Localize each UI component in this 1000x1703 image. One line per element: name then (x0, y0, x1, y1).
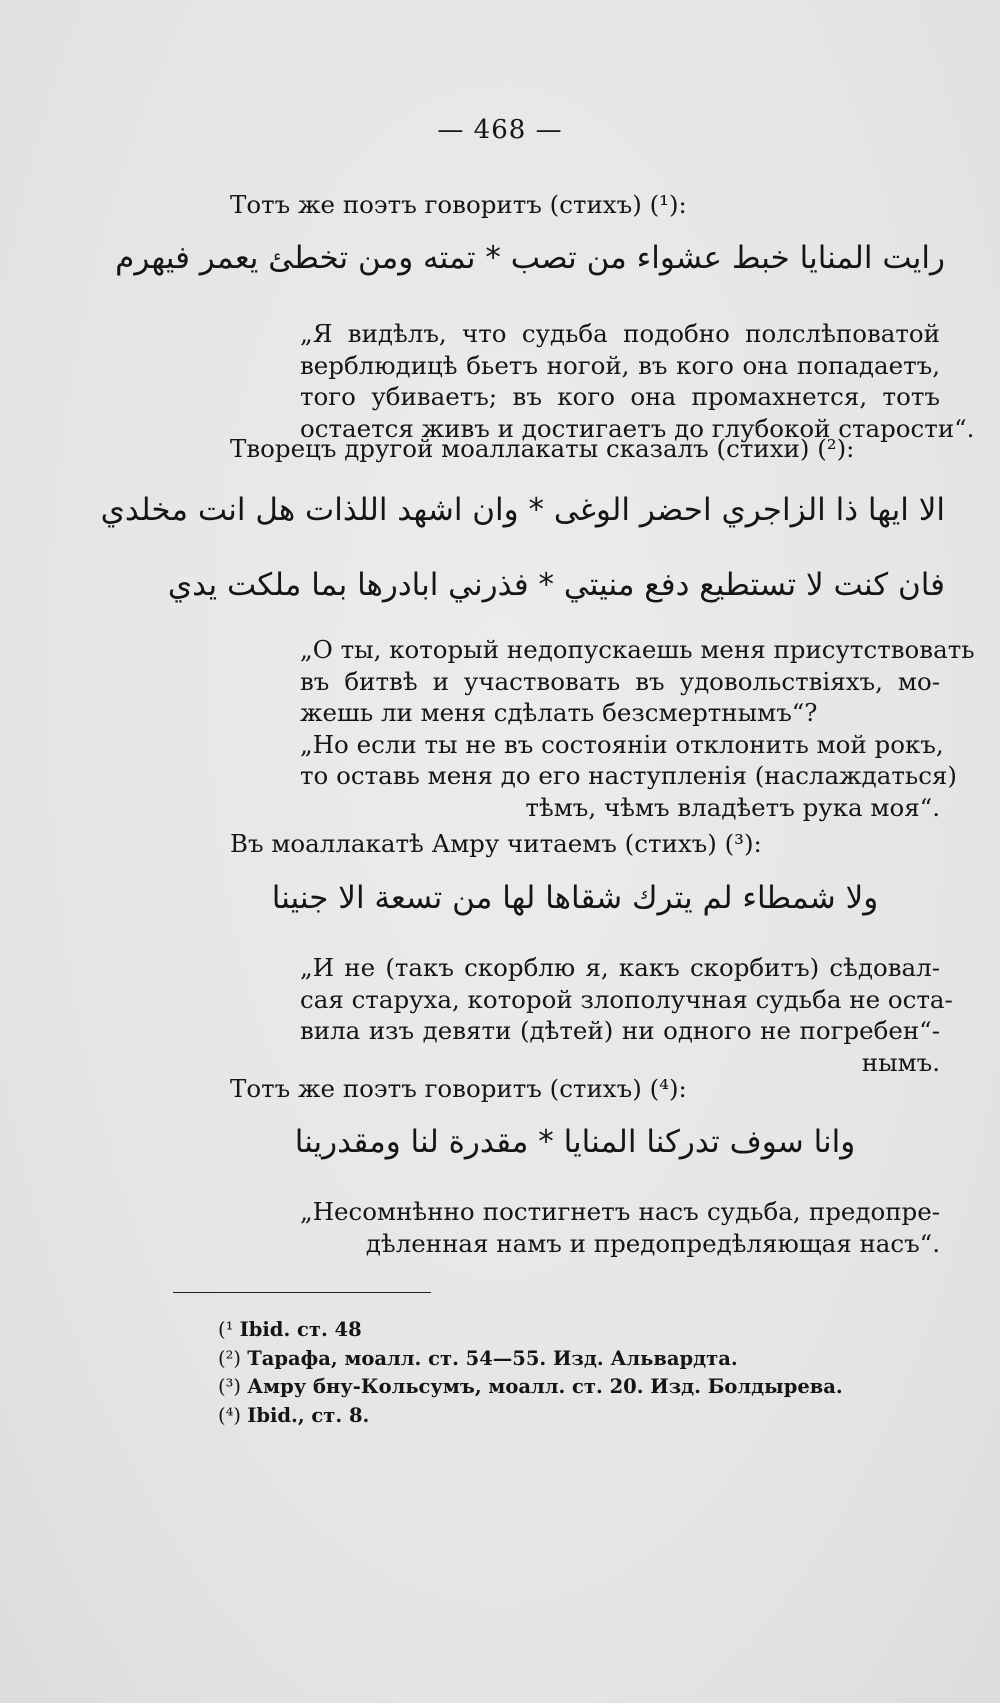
footnote-1-text: Ibid. ст. 48 (239, 1318, 362, 1341)
quote-3-line-2: сая старуха, которой злополучная судьба не оста- (300, 984, 953, 1014)
quote-3-line-4: нымъ. (861, 1047, 940, 1077)
quote-1-line-3: того убиваетъ; въ кого она промахнется, тотъ (300, 382, 940, 411)
translation-quote-4 (300, 1196, 940, 1259)
quote-2-line-6: тѣмъ, чѣмъ владѣетъ рука моя“. (525, 792, 940, 822)
arabic-verse-2a: الا ايها ذا الزاجري احضر الوغى * وان اشهد اللذات هل انت مخلدي (100, 492, 945, 528)
footnote-divider (173, 1292, 431, 1293)
arabic-verse-2b: فان كنت لا تستطيع دفع منيتي * فذرني ابادرها بما ملكت يدي (167, 567, 945, 603)
translation-quote-3 (300, 952, 953, 1078)
footnote-3-mark: (³) (218, 1375, 242, 1398)
intro-line-3: Въ моаллакатѣ Амру читаемъ (стихъ) (³): (230, 829, 762, 858)
intro-line-2: Творецъ другой моаллакаты сказалъ (стихи) (²): (230, 434, 855, 463)
arabic-verse-1: رايت المنايا خبط عشواء من تصب * تمته ومن تخطئ يعمر فيهرم (115, 240, 945, 276)
footnote-3 (218, 1373, 843, 1402)
translation-quote-1 (300, 318, 975, 444)
quote-2-line-1: „О ты, который недопускаешь меня присутствовать (300, 635, 975, 664)
footnote-4 (218, 1402, 843, 1431)
footnote-1 (218, 1316, 843, 1345)
quote-1-line-1: „Я видѣлъ, что судьба подобно полслѣповатой (300, 319, 940, 348)
intro-line-4: Тотъ же поэтъ говоритъ (стихъ) (⁴): (230, 1074, 687, 1103)
quote-2-line-5: то оставь меня до его наступленія (наслаждаться) (300, 761, 957, 790)
footnote-3-text: Амру бну-Кольсумъ, моалл. ст. 20. Изд. Болдырева. (247, 1375, 843, 1398)
footnote-2-mark: (²) (218, 1346, 242, 1370)
footnote-2-text: Тарафа, моалл. ст. 54—55. Изд. Альвардта. (247, 1346, 738, 1370)
footnote-1-mark: (¹ (218, 1318, 234, 1341)
quote-1-line-2: верблюдицѣ бьетъ ногой, въ кого она попадаетъ, (300, 350, 940, 380)
quote-2-line-4: „Но если ты не въ состояніи отклонить мой рокъ, (300, 729, 944, 759)
quote-4-line-2: дѣленная намъ и предопредѣляющая насъ“. (365, 1228, 940, 1258)
translation-quote-2 (300, 634, 975, 823)
intro-line-1: Тотъ же поэтъ говоритъ (стихъ) (¹): (230, 190, 687, 219)
arabic-verse-4: وانا سوف تدركنا المنايا * مقدرة لنا ومقدرينا (294, 1124, 856, 1160)
footnote-2 (218, 1345, 843, 1374)
quote-4-line-1: „Несомнѣнно постигнетъ насъ судьба, предопре- (300, 1197, 940, 1226)
quote-2-line-2: въ битвѣ и участвовать въ удовольствіяхъ, мо- (300, 666, 940, 696)
page-number: — 468 — (437, 115, 563, 145)
footnote-4-text: Ibid., ст. 8. (247, 1403, 370, 1427)
arabic-verse-3: ولا شمطاء لم يترك شقاها لها من تسعة الا جنينا (271, 880, 879, 916)
quote-3-line-1: „И не (такъ скорблю я, какъ скорбитъ) сѣдовал- (300, 953, 940, 982)
footnotes (218, 1316, 843, 1430)
quote-2-line-3: жешь ли меня сдѣлать безсмертнымъ“? (300, 698, 818, 727)
quote-1-line-4: остается живъ и достигаетъ до глубокой старости“. (300, 413, 975, 443)
quote-3-line-3: вила изъ девяти (дѣтей) ни одного не погребен“- (300, 1016, 940, 1045)
footnote-4-mark: (⁴) (218, 1403, 242, 1427)
